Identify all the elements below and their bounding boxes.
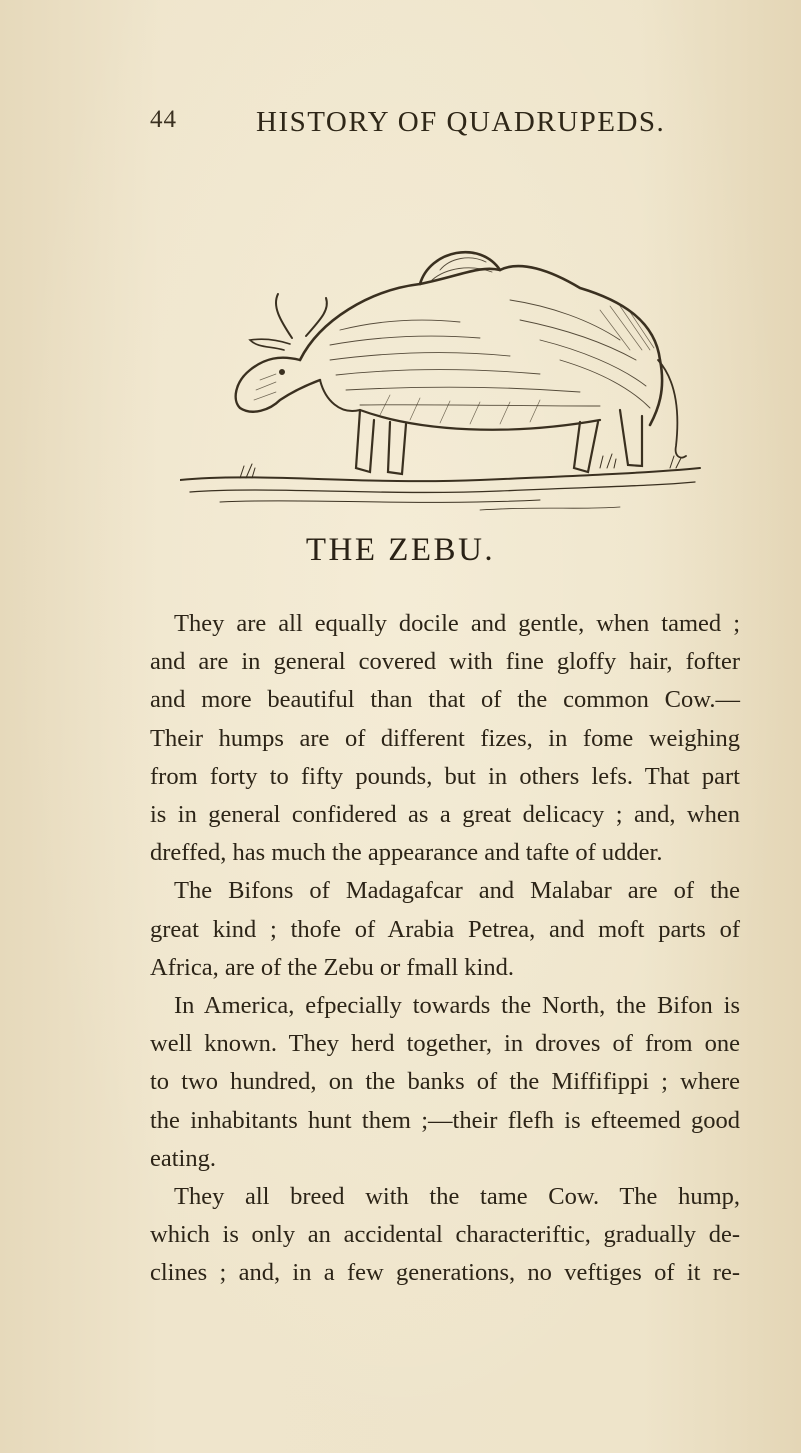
text-line: to two hundred, on the banks of the Miffifippi ; where: [150, 1068, 740, 1096]
illustration-caption: THE ZEBU.: [305, 532, 496, 568]
text-line: dreffed, has much the appearance and tafte of udder.: [150, 839, 663, 867]
zebu-engraving-icon: [180, 210, 710, 530]
text-line: the inhabitants hunt them ;—their flefh is efteemed good: [150, 1106, 740, 1134]
text-line: and are in general covered with fine gloffy hair, fofter: [150, 648, 740, 676]
running-head: HISTORY OF QUADRUPEDS.: [256, 106, 666, 138]
text-line: great kind ; thofe of Arabia Petrea, and moft parts of: [150, 915, 740, 943]
text-line: clines ; and, in a few generations, no veftiges of it re-: [150, 1259, 740, 1287]
page-number: 44: [150, 106, 177, 133]
text-line: They are all equally docile and gentle, when tamed ;: [174, 610, 740, 637]
body-text: [150, 605, 740, 1293]
page-header: [0, 106, 801, 146]
text-line: They all breed with the tame Cow. The hump,: [174, 1183, 740, 1211]
text-line: well known. They herd together, in droves of from one: [150, 1030, 740, 1058]
text-line: Africa, are of the Zebu or fmall kind.: [150, 953, 514, 981]
text-line: The Bifons of Madagafcar and Malabar are of the: [174, 877, 740, 905]
text-line: In America, efpecially towards the North, the Bifon is: [174, 992, 740, 1020]
text-line: from forty to fifty pounds, but in others lefs. That part: [150, 762, 740, 790]
text-line: is in general confidered as a great delicacy ; and, when: [150, 801, 740, 829]
text-line: and more beautiful than that of the common Cow.—: [150, 686, 740, 714]
text-line: Their humps are of different fizes, in fome weighing: [150, 724, 740, 752]
text-line: which is only an accidental characteriftic, gradually de-: [150, 1221, 740, 1249]
text-line: eating.: [150, 1144, 216, 1172]
